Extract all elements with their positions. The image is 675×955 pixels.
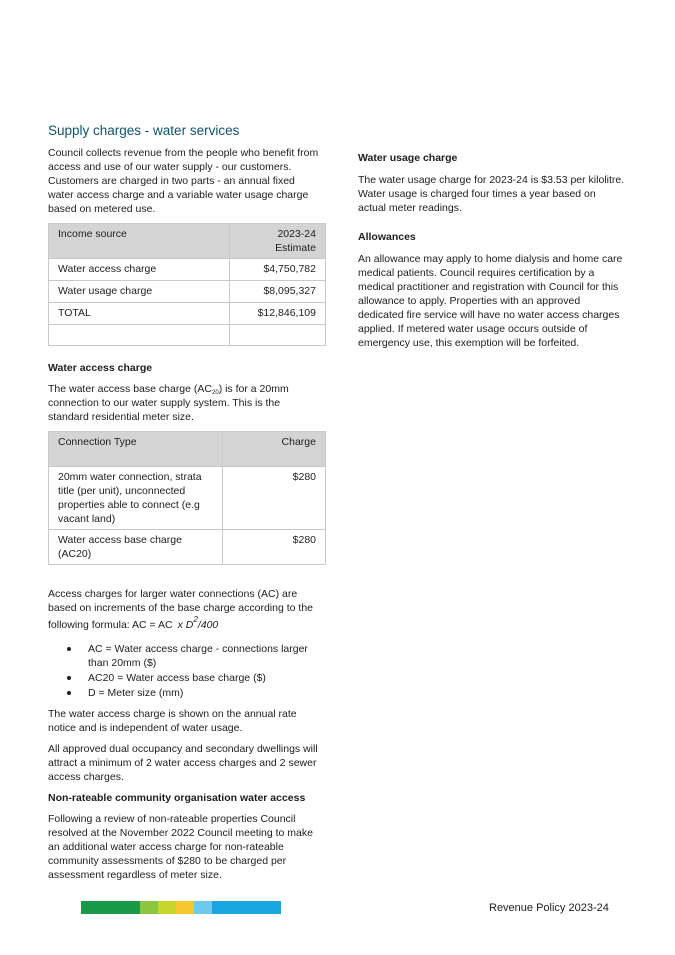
formula-definitions — [48, 642, 320, 700]
left-column — [48, 122, 320, 889]
estimate-cell — [230, 325, 326, 346]
formula-superscript: 2 — [193, 615, 198, 624]
estimate-cell: $4,750,782 — [230, 259, 326, 281]
income-source-cell: Water usage charge — [49, 281, 230, 303]
table-row — [49, 325, 326, 346]
footer-bar-segment — [81, 901, 140, 914]
table-row — [49, 303, 326, 325]
formula-expression — [177, 615, 219, 631]
income-source-cell — [49, 325, 230, 346]
intro-paragraph: Council collects revenue from the people who benefit from access and use of our water supply - our customers. Customers are charged in two parts - an annual fixed water access charge and a variable water usage charge based on metered use. — [48, 147, 319, 215]
formula-lead: following formula: AC = AC — [48, 619, 173, 631]
formula-intro: Access charges for larger water connections (AC) are based on increments of the base charge according to the — [48, 588, 314, 614]
table-row — [49, 259, 326, 281]
income-table — [48, 223, 326, 346]
formula-line — [48, 617, 320, 633]
access-subscript: 20 — [212, 390, 219, 396]
table-row — [49, 467, 326, 530]
formula-part-b: /400 — [197, 619, 219, 631]
formula-part-a: x D — [177, 619, 194, 631]
footer-color-bar — [81, 901, 281, 914]
income-source-header: Income source — [49, 224, 230, 259]
charge-cell: $280 — [223, 467, 326, 530]
access-charge-paragraph — [48, 382, 320, 424]
list-item: AC = Water access charge - connections larger than 20mm ($) — [88, 642, 320, 670]
table-header-row — [49, 224, 326, 259]
usage-charge-paragraph: The water usage charge for 2023-24 is $3.53 per kilolitre. Water usage is charged four times a year based on actual meter readings. — [358, 174, 625, 214]
connection-table — [48, 431, 326, 565]
table-row — [49, 530, 326, 565]
list-item: D = Meter size (mm) — [88, 686, 320, 700]
connection-type-header: Connection Type — [49, 432, 223, 467]
access-text-after: ) is for a 20mm connection to our water supply system. This is the standard residential meter size. — [48, 383, 289, 423]
income-source-cell: Water access charge — [49, 259, 230, 281]
table-header-row — [49, 432, 326, 467]
non-rateable-paragraph: Following a review of non-rateable properties Council resolved at the November 2022 Council meeting to make an additional water access charge for non-rateable community assessments of $280 to be charged per assessment regardless of meter size. — [48, 813, 313, 881]
footer-bar-segment — [140, 901, 158, 914]
footer-bar-segment — [194, 901, 212, 914]
section-title: Supply charges - water services — [48, 123, 240, 138]
footer-bar-segment — [158, 901, 176, 914]
allowances-heading: Allowances — [358, 231, 416, 243]
usage-charge-heading: Water usage charge — [358, 152, 458, 164]
dual-occupancy-paragraph: All approved dual occupancy and secondary dwellings will attract a minimum of 2 water access charges and 2 sewer access charges. — [48, 743, 318, 783]
charge-cell: $280 — [223, 530, 326, 565]
access-text-before: The water access base charge (AC — [48, 383, 212, 395]
notice-paragraph: The water access charge is shown on the annual rate notice and is independent of water usage. — [48, 708, 297, 734]
income-source-cell: TOTAL — [49, 303, 230, 325]
allowances-paragraph: An allowance may apply to home dialysis and home care medical patients. Council requires certification by a medical practitioner and registration with Council for this allowance to apply. Properties with an approved dedicated fire service will have no water access charges applied. If metered water usage occurs outside of emergency use, this exemption will be forfeited. — [358, 253, 623, 349]
table-row — [49, 281, 326, 303]
connection-type-cell: 20mm water connection, strata title (per unit), unconnected properties able to connect (e.g vacant land) — [49, 467, 223, 530]
access-charge-heading: Water access charge — [48, 362, 153, 374]
estimate-cell: $12,846,109 — [230, 303, 326, 325]
footer-title: Revenue Policy 2023-24 — [489, 902, 609, 914]
footer-bar-segment — [176, 901, 194, 914]
estimate-cell: $8,095,327 — [230, 281, 326, 303]
charge-header: Charge — [223, 432, 326, 467]
footer-bar-segment — [212, 901, 281, 914]
connection-type-cell: Water access base charge (AC20) — [49, 530, 223, 565]
non-rateable-heading: Non-rateable community organisation water access — [48, 792, 306, 804]
list-item: AC20 = Water access base charge ($) — [88, 671, 320, 685]
right-column — [358, 151, 626, 357]
estimate-header: 2023-24 Estimate — [230, 224, 326, 259]
